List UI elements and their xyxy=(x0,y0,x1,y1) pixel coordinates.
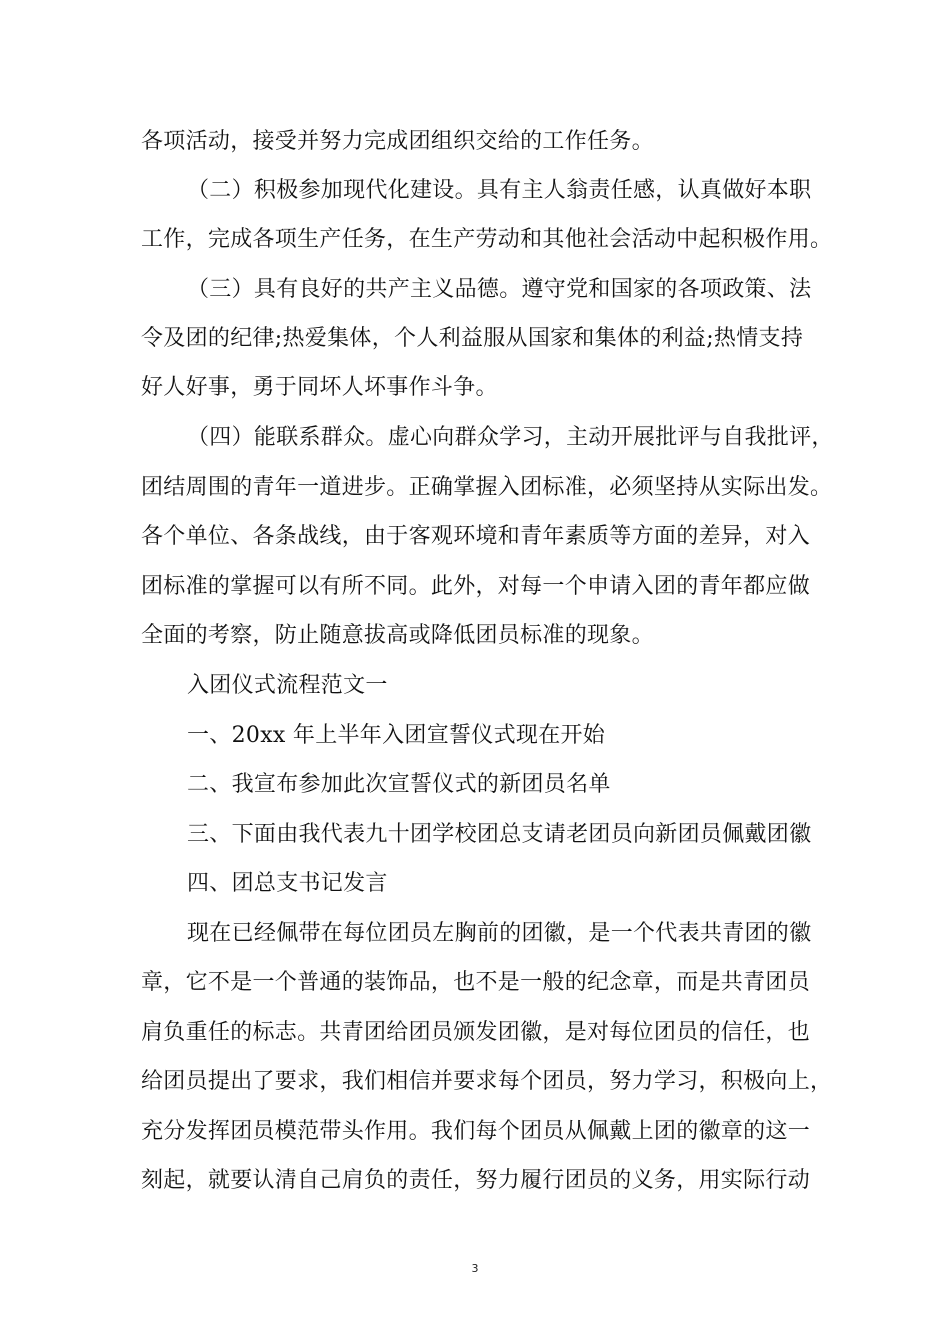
text-line: 现在已经佩带在每位团员左胸前的团徽，是一个代表共青团的徽 xyxy=(187,921,812,946)
text-line: 好人好事，勇于同坏人坏事作斗争。 xyxy=(141,375,498,400)
text-line: 令及团的纪律;热爱集体，个人利益服从国家和集体的利益;热情支持 xyxy=(141,326,804,351)
text-line: 团标准的掌握可以有所不同。此外，对每一个申请入团的青年都应做 xyxy=(141,574,811,599)
text-line: （二）积极参加现代化建设。具有主人翁责任感，认真做好本职 xyxy=(187,178,812,203)
text-line: 肩负重任的标志。共青团给团员颁发团徽，是对每位团员的信任，也 xyxy=(141,1020,811,1045)
text-line: 各项活动，接受并努力完成团组织交给的工作任务。 xyxy=(141,129,654,154)
text-line: 章，它不是一个普通的装饰品，也不是一般的纪念章，而是共青团员 xyxy=(141,970,811,995)
list-item: 三、下面由我代表九十团学校团总支请老团员向新团员佩戴团徽 xyxy=(187,822,812,847)
list-item: 一、20xx 年上半年入团宣誓仪式现在开始 xyxy=(187,723,606,748)
text-line: 全面的考察，防止随意拔高或降低团员标准的现象。 xyxy=(141,623,654,648)
page-number: 3 xyxy=(471,1262,479,1275)
text-line: 各个单位、各条战线，由于客观环境和青年素质等方面的差异，对入 xyxy=(141,524,811,549)
text-line: 给团员提出了要求，我们相信并要求每个团员，努力学习，积极向上， xyxy=(141,1069,833,1094)
list-item: 二、我宣布参加此次宣誓仪式的新团员名单 xyxy=(187,772,611,797)
text-line: （四）能联系群众。虚心向群众学习，主动开展批评与自我批评， xyxy=(187,425,834,450)
list-item: 四、团总支书记发言 xyxy=(187,871,388,896)
text-line: 团结周围的青年一道进步。正确掌握入团标准，必须坚持从实际出发。 xyxy=(141,475,833,500)
text-line: （三）具有良好的共产主义品德。遵守党和国家的各项政策、法 xyxy=(187,277,812,302)
section-heading: 入团仪式流程范文一 xyxy=(187,673,388,698)
text-line: 充分发挥团员模范带头作用。我们每个团员从佩戴上团的徽章的这一 xyxy=(141,1119,811,1144)
text-line: 工作，完成各项生产任务，在生产劳动和其他社会活动中起积极作用。 xyxy=(141,227,833,252)
text-line: 刻起，就要认清自己肩负的责任，努力履行团员的义务，用实际行动 xyxy=(141,1168,811,1193)
